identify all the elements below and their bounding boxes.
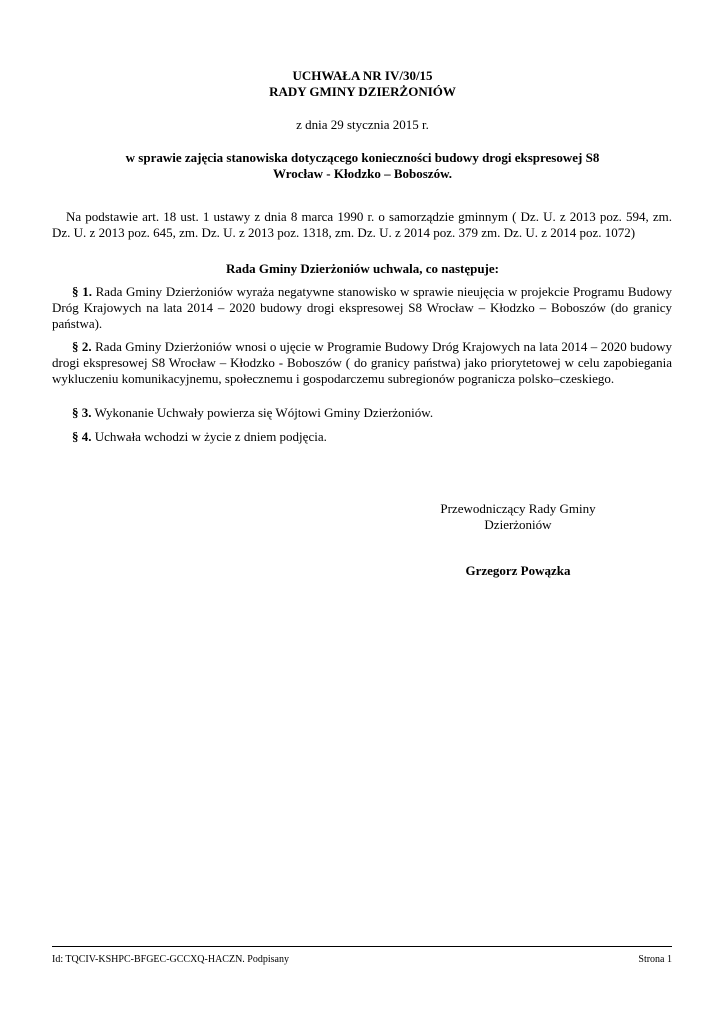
resolution-number: UCHWAŁA NR IV/30/15 [292, 68, 433, 83]
signatory-name: Grzegorz Powązka [465, 563, 571, 578]
subject-line-1: w sprawie zajęcia stanowiska dotyczącego konieczności budowy drogi ekspresowej S8 [125, 150, 600, 165]
section-2 [52, 339, 672, 387]
page-number: Strona 1 [638, 954, 672, 965]
footer-divider [52, 946, 672, 947]
section-text: Wykonanie Uchwały powierza się Wójtowi Gminy Dzierżoniów. [94, 405, 434, 420]
section-1 [52, 284, 672, 332]
section-mark: § 2. [72, 339, 92, 354]
council-name: RADY GMINY DZIERŻONIÓW [269, 84, 456, 99]
section-3 [52, 405, 672, 421]
resolution-date: z dnia 29 stycznia 2015 r. [296, 117, 429, 132]
section-4 [52, 429, 672, 445]
section-mark: § 1. [72, 284, 92, 299]
signature-role-line-1: Przewodniczący Rady Gminy [440, 501, 596, 516]
section-mark: § 4. [72, 429, 92, 444]
document-id: Id: TQCIV-KSHPC-BFGEC-GCCXQ-HACZN. Podpisany [52, 954, 289, 965]
section-mark: § 3. [72, 405, 92, 420]
section-text: Rada Gminy Dzierżoniów wyraża negatywne stanowisko w sprawie nieujęcia w projekcie Programu Budowy Dróg Krajowych na lata 2014 – 2020 budowy drogi ekspresowej S8 Wrocław – Kłodzko – Boboszów (do granicy państwa). [52, 284, 672, 331]
resolves-statement: Rada Gminy Dzierżoniów uchwala, co następuje: [226, 261, 499, 276]
legal-basis-text: Na podstawie art. 18 ust. 1 ustawy z dnia 8 marca 1990 r. o samorządzie gminnym ( Dz. U. z 2013 poz. 594, zm. Dz. U. z 2013 poz. 645, zm. Dz. U. z 2013 poz. 1318, zm. Dz. U. z 2014 poz. 379 zm. Dz. U. z 2014 poz. 1072) [52, 209, 672, 240]
legal-basis [52, 209, 672, 241]
signature-role-line-2: Dzierżoniów [484, 517, 552, 532]
section-text: Rada Gminy Dzierżoniów wnosi o ujęcie w Programie Budowy Dróg Krajowych na lata 2014 – 2020 budowy drogi ekspresowej S8 Wrocław – Kłodzko - Boboszów ( do granicy państwa) jako priorytetowej w celu zapobiegania wykluczeniu komunikacyjnemu, społecznemu i gospodarczemu subregionów pogranicza polsko–czeskiego. [52, 339, 673, 386]
section-text: Uchwała wchodzi w życie z dniem podjęcia. [94, 429, 327, 444]
subject-line-2: Wrocław - Kłodzko – Boboszów. [272, 166, 452, 181]
